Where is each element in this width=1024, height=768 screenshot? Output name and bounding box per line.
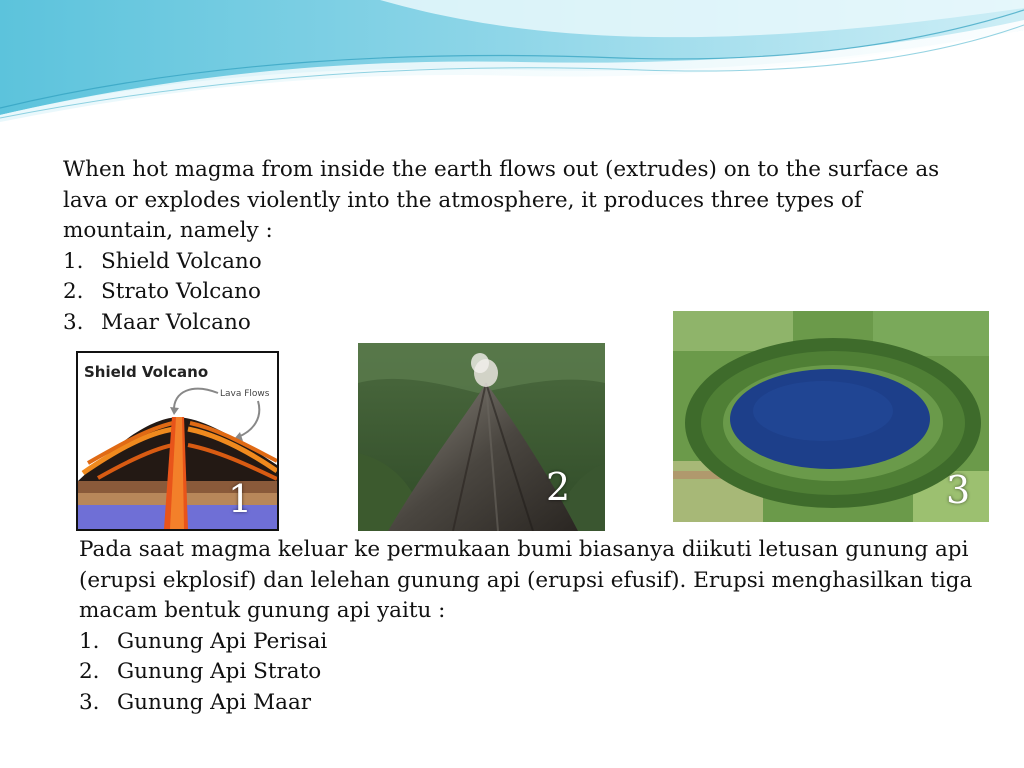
- figure-number-1: 1: [228, 477, 253, 521]
- maar-volcano-photo: [673, 311, 989, 522]
- figure-number-3: 3: [946, 468, 971, 512]
- strato-volcano-photo: [358, 343, 605, 531]
- lava-flows-label: Lava Flows: [220, 389, 270, 399]
- header-wave-decoration: [0, 0, 1024, 130]
- list-item: 1. Gunung Api Perisai: [79, 628, 328, 654]
- shield-volcano-diagram: [76, 351, 279, 531]
- intro-indonesian-paragraph: Pada saat magma keluar ke permukaan bumi biasanya diikuti letusan gunung api (erupsi ekplosif) dan lelehan gunung api (erupsi efusif). Erupsi menghasilkan tiga macam bentuk gunung api yaitu :: [79, 537, 973, 623]
- volcano-type-list-indonesian: [79, 627, 979, 719]
- list-item: 3. Maar Volcano: [63, 309, 251, 335]
- intro-english-paragraph: When hot magma from inside the earth flows out (extrudes) on to the surface as lava or explodes violently into the atmosphere, it produces three types of mountain, namely :: [63, 157, 940, 243]
- list-item: 3. Gunung Api Maar: [79, 689, 312, 715]
- diagram-title: Shield Volcano: [84, 363, 209, 381]
- list-item: 2. Gunung Api Strato: [79, 659, 322, 684]
- list-item: 2. Strato Volcano: [63, 279, 261, 304]
- intro-indonesian: [79, 535, 979, 718]
- figure-number-2: 2: [546, 465, 571, 509]
- list-item: 1. Shield Volcano: [63, 248, 262, 274]
